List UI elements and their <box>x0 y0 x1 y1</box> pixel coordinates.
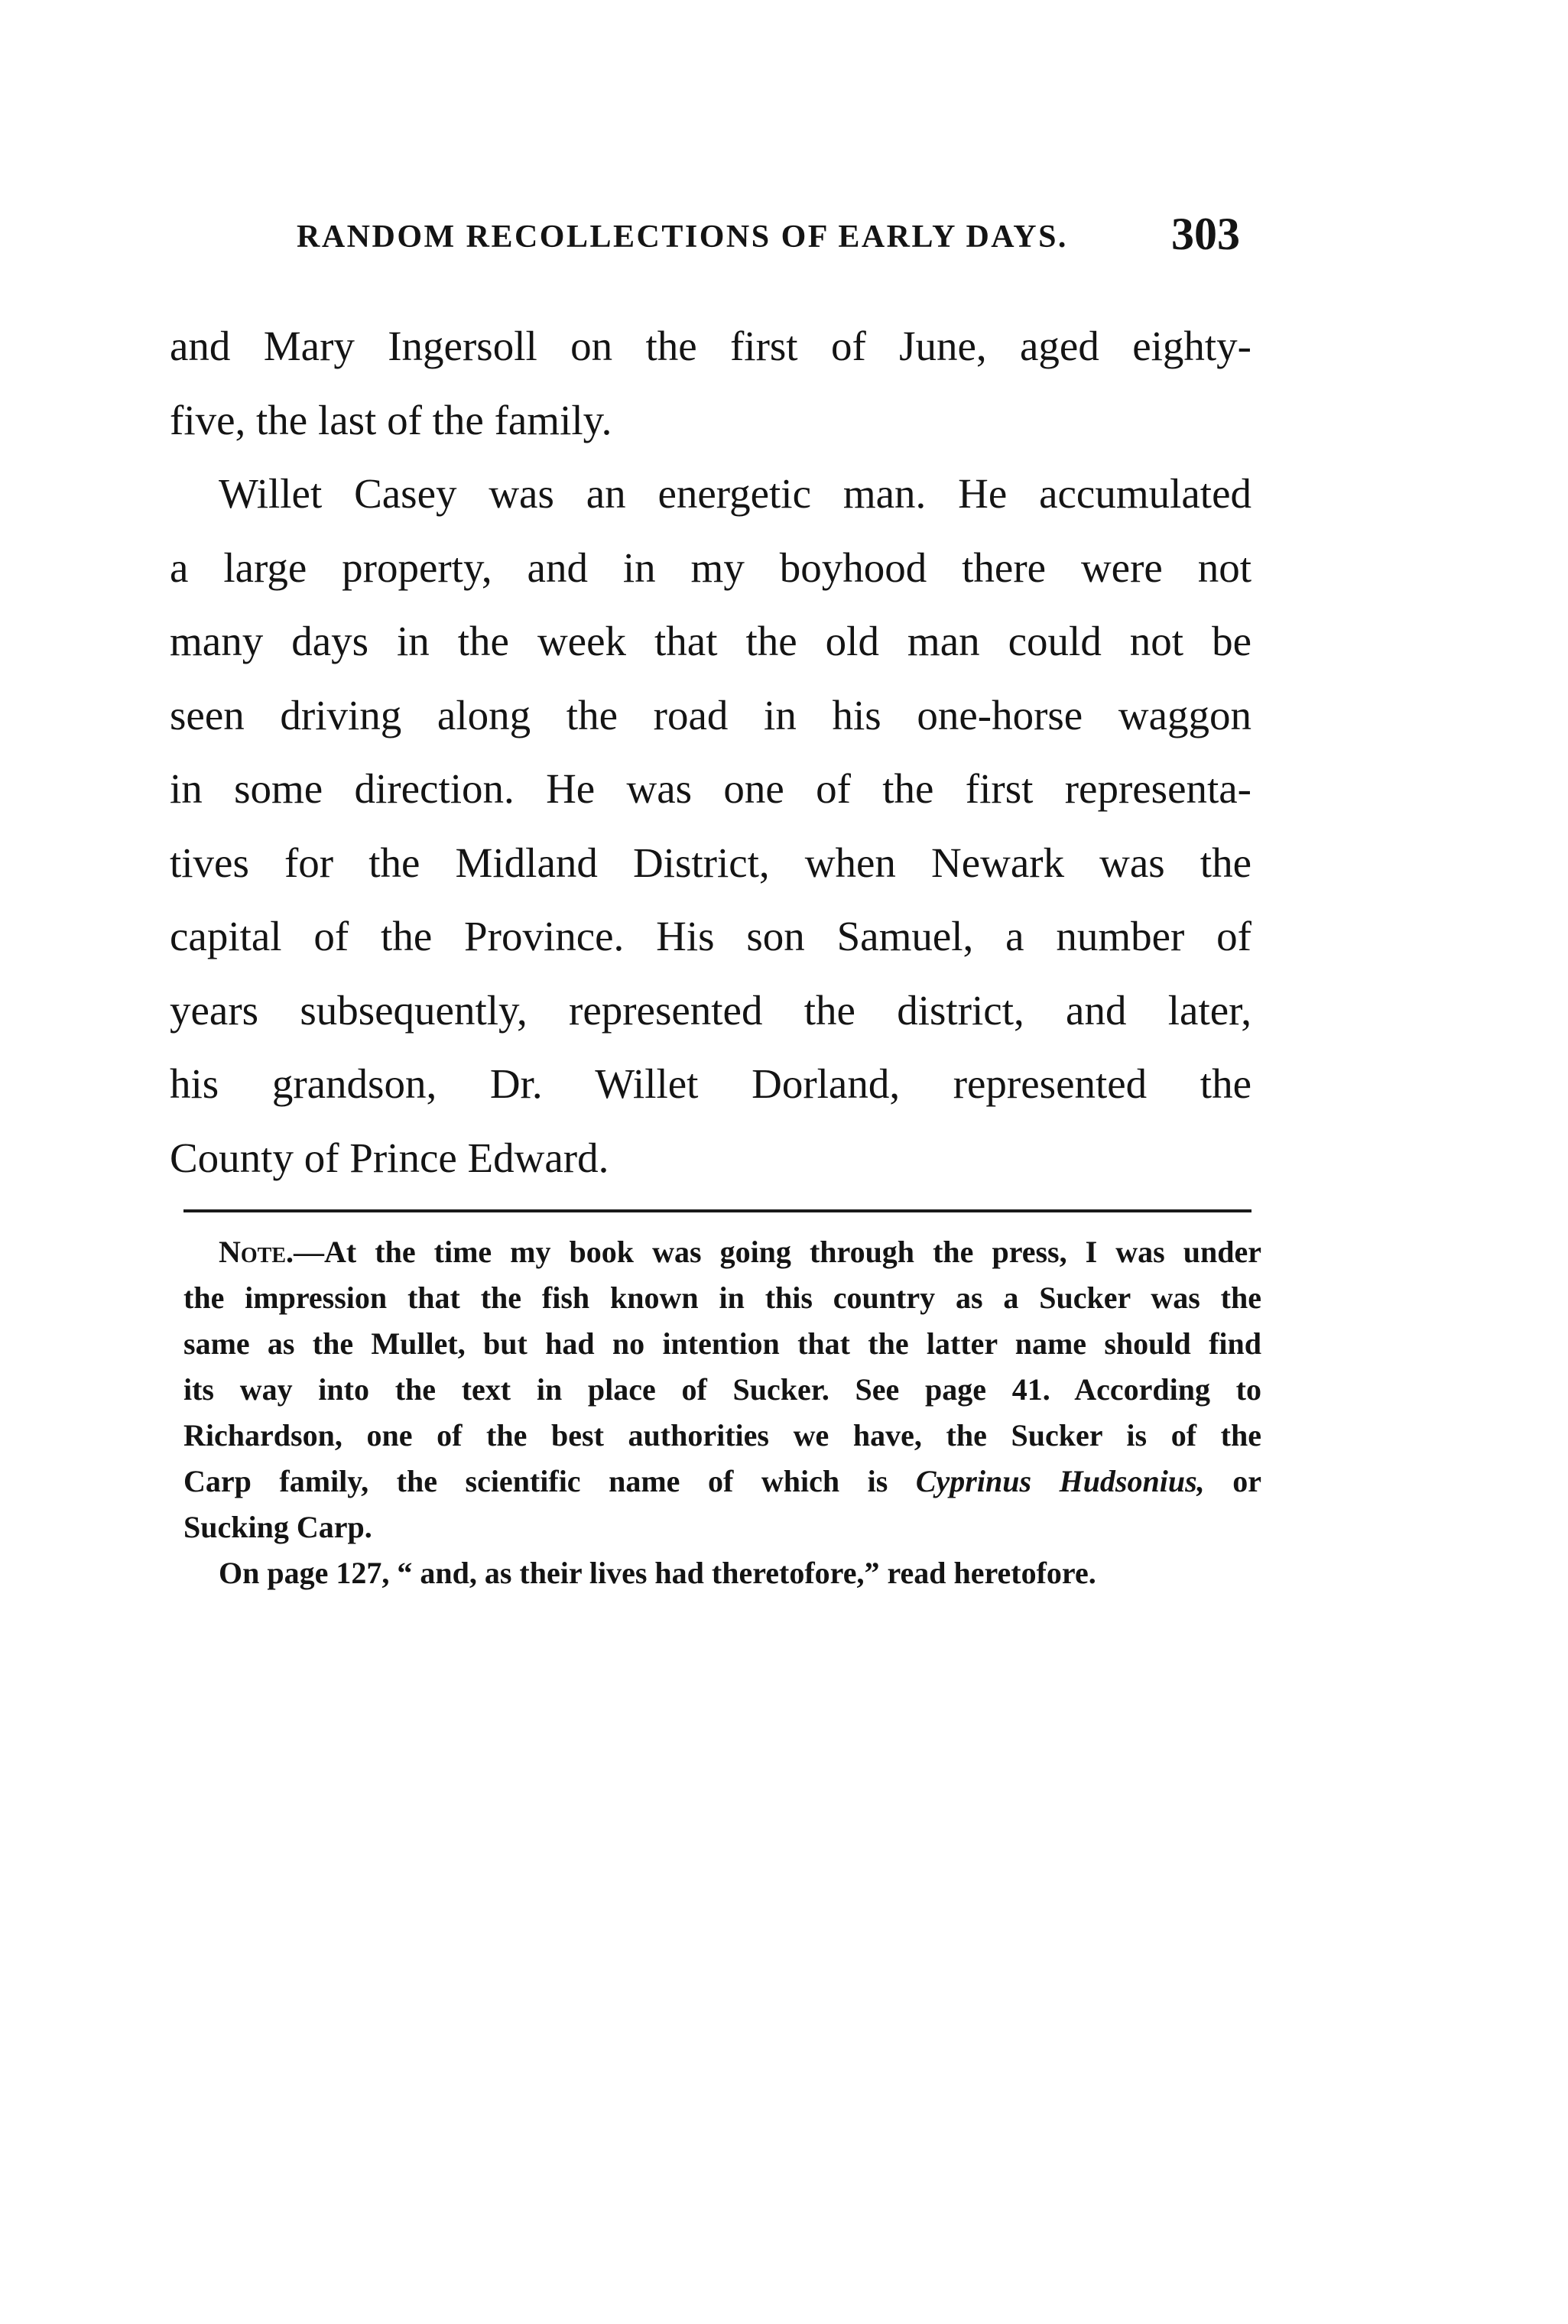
note-text: —At the time my book was going through the press, I was under <box>294 1235 1261 1269</box>
note-text: or <box>1204 1464 1261 1498</box>
erratum-line: On page 127, “ and, as their lives had theretofore,” read heretofore. <box>219 1556 1096 1590</box>
note-line: its way into the text in place of Sucker. See page 41. According to <box>183 1372 1261 1407</box>
note-text: Carp family, the scientific name of which is <box>183 1464 916 1498</box>
running-title: RANDOM RECOLLECTIONS OF EARLY DAYS. <box>297 219 1068 255</box>
footnote <box>183 1229 1261 1596</box>
body-line: Willet Casey was an energetic man. He accumulated <box>219 470 1251 517</box>
footnote-rule <box>183 1209 1251 1212</box>
species-name: Cyprinus Hudsonius, <box>915 1464 1205 1498</box>
running-head <box>297 208 1240 269</box>
body-line: seen driving along the road in his one-horse waggon <box>170 691 1251 738</box>
note-line <box>183 1229 1261 1275</box>
body-line: many days in the week that the old man could not be <box>170 618 1251 664</box>
body-line: his grandson, Dr. Willet Dorland, represented the <box>170 1060 1251 1107</box>
body-line: a large property, and in my boyhood there were not <box>170 544 1251 591</box>
body-line: and Mary Ingersoll on the first of June, aged eighty- <box>170 323 1251 369</box>
body-line: in some direction. He was one of the first representa- <box>170 765 1251 812</box>
body-text <box>170 310 1251 1195</box>
body-line: five, the last of the family. <box>170 396 612 443</box>
body-line: tives for the Midland District, when Newark was the <box>170 839 1251 886</box>
note-line: Sucking Carp. <box>183 1510 372 1544</box>
body-line: years subsequently, represented the district, and later, <box>170 986 1251 1034</box>
note-line: Richardson, one of the best authorities we have, the Sucker is of the <box>183 1418 1261 1452</box>
note-line: same as the Mullet, but had no intention that the latter name should find <box>183 1326 1261 1361</box>
body-line: County of Prince Edward. <box>170 1134 609 1181</box>
note-label: Note. <box>219 1235 294 1269</box>
page-number: 303 <box>1171 209 1240 259</box>
note-line <box>183 1459 1261 1504</box>
body-line: capital of the Province. His son Samuel, a number of <box>170 913 1251 959</box>
note-line: the impression that the fish known in this country as a Sucker was the <box>183 1280 1261 1315</box>
